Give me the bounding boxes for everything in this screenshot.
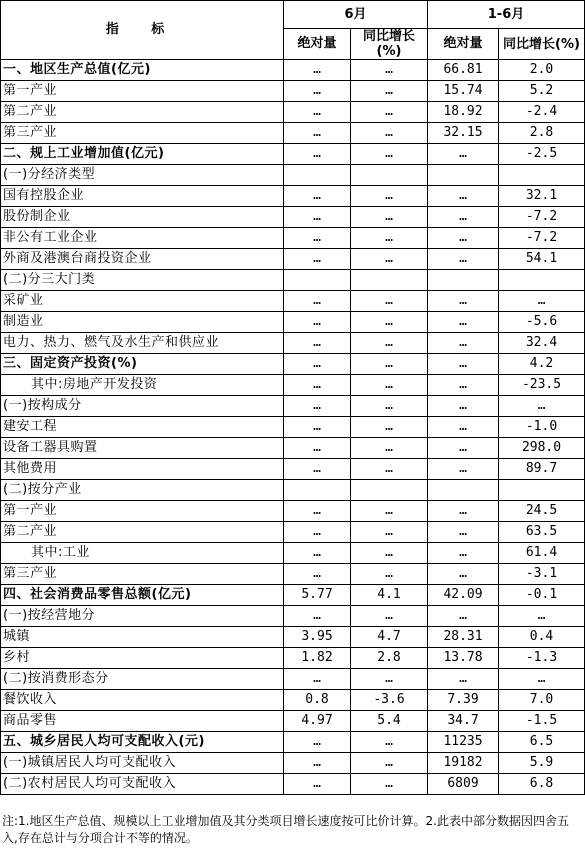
- june-abs-cell: 0.8: [284, 690, 351, 711]
- row-label: 其中:工业: [1, 543, 284, 564]
- row-label: 股份制企业: [1, 207, 284, 228]
- row-label: 外商及港澳台商投资企业: [1, 249, 284, 270]
- footnote: 注:1.地区生产总值、规模以上工业增加值及其分类项目增长速度按可比价计算。2.此表中部分数据因四舍五入,存在总计与分项合计不等的情况。: [2, 814, 569, 845]
- table-row: [1, 753, 585, 774]
- june-yoy-cell: 4.1: [351, 585, 428, 606]
- table-row: [1, 438, 585, 459]
- jan-jun-abs-cell: …: [428, 459, 499, 480]
- june-abs-cell: …: [284, 543, 351, 564]
- june-yoy-cell: …: [351, 543, 428, 564]
- table-row: [1, 648, 585, 669]
- jan-jun-abs-cell: …: [428, 396, 499, 417]
- jan-jun-yoy-cell: 0.4: [499, 627, 585, 648]
- june-yoy-cell: …: [351, 375, 428, 396]
- june-yoy-cell: …: [351, 102, 428, 123]
- row-label: 第二产业: [1, 522, 284, 543]
- june-yoy-cell: 2.8: [351, 648, 428, 669]
- june-abs-cell: …: [284, 144, 351, 165]
- table-row: [1, 291, 585, 312]
- june-yoy-cell: …: [351, 501, 428, 522]
- row-label: 建安工程: [1, 417, 284, 438]
- row-label: 非公有工业企业: [1, 228, 284, 249]
- row-label: (一)按构成分: [1, 396, 284, 417]
- jan-jun-abs-cell: …: [428, 606, 499, 627]
- table-row: [1, 123, 585, 144]
- row-label: 二、规上工业增加值(亿元): [1, 144, 284, 165]
- table-row: [1, 732, 585, 753]
- june-abs-cell: …: [284, 312, 351, 333]
- table-row: [1, 60, 585, 81]
- jan-jun-abs-cell: 7.39: [428, 690, 499, 711]
- june-abs-cell: …: [284, 564, 351, 585]
- table-row: [1, 186, 585, 207]
- row-label: 采矿业: [1, 291, 284, 312]
- june-abs-cell: …: [284, 501, 351, 522]
- table-row: [1, 333, 585, 354]
- june-yoy-cell: …: [351, 522, 428, 543]
- jan-jun-abs-cell: …: [428, 144, 499, 165]
- row-label: 三、固定资产投资(%): [1, 354, 284, 375]
- table-row: [1, 585, 585, 606]
- table-body: [1, 60, 585, 795]
- jan-jun-abs-cell: 34.7: [428, 711, 499, 732]
- june-abs-cell: …: [284, 732, 351, 753]
- june-abs-cell: …: [284, 417, 351, 438]
- table-row: [1, 543, 585, 564]
- jan-jun-abs-cell: …: [428, 417, 499, 438]
- jan-jun-abs-cell: 28.31: [428, 627, 499, 648]
- jan-jun-abs-cell: …: [428, 669, 499, 690]
- jan-jun-yoy-cell: 5.2: [499, 81, 585, 102]
- june-abs-cell: 3.95: [284, 627, 351, 648]
- row-label: 城镇: [1, 627, 284, 648]
- jan-jun-abs-cell: …: [428, 354, 499, 375]
- row-label: 其他费用: [1, 459, 284, 480]
- june-yoy-cell: …: [351, 774, 428, 795]
- jan-jun-yoy-cell: [499, 480, 585, 501]
- june-yoy-cell: …: [351, 312, 428, 333]
- table-row: [1, 165, 585, 186]
- jan-jun-abs-cell: …: [428, 438, 499, 459]
- row-label: 第三产业: [1, 564, 284, 585]
- june-abs-cell: [284, 480, 351, 501]
- june-abs-cell: …: [284, 606, 351, 627]
- jan-jun-yoy-cell: 5.9: [499, 753, 585, 774]
- jan-jun-yoy-cell: -7.2: [499, 228, 585, 249]
- jan-jun-abs-cell: …: [428, 249, 499, 270]
- june-abs-cell: …: [284, 60, 351, 81]
- jan-jun-yoy-cell: -2.5: [499, 144, 585, 165]
- jan-jun-yoy-cell: …: [499, 396, 585, 417]
- jan-jun-yoy-cell: 54.1: [499, 249, 585, 270]
- june-abs-cell: …: [284, 522, 351, 543]
- jan-jun-yoy-cell: …: [499, 669, 585, 690]
- table-row: [1, 690, 585, 711]
- table-row: [1, 249, 585, 270]
- table-row: [1, 627, 585, 648]
- jan-jun-abs-cell: 11235: [428, 732, 499, 753]
- june-yoy-cell: …: [351, 186, 428, 207]
- jan-jun-abs-cell: [428, 165, 499, 186]
- row-label: 第一产业: [1, 501, 284, 522]
- row-label: 餐饮收入: [1, 690, 284, 711]
- jan-jun-yoy-cell: -0.1: [499, 585, 585, 606]
- june-abs-cell: …: [284, 249, 351, 270]
- jan-jun-abs-cell: …: [428, 522, 499, 543]
- jan-jun-abs-cell: …: [428, 207, 499, 228]
- june-yoy-header: 同比增长(%): [351, 29, 428, 60]
- jan-jun-yoy-cell: 24.5: [499, 501, 585, 522]
- row-label: 乡村: [1, 648, 284, 669]
- june-yoy-cell: …: [351, 228, 428, 249]
- june-abs-cell: …: [284, 81, 351, 102]
- june-yoy-cell: …: [351, 669, 428, 690]
- jan-jun-yoy-cell: 63.5: [499, 522, 585, 543]
- jan-jun-yoy-cell: 7.0: [499, 690, 585, 711]
- jan-jun-yoy-cell: -5.6: [499, 312, 585, 333]
- jan-jun-yoy-header: 同比增长(%): [499, 29, 585, 60]
- row-label: (二)按消费形态分: [1, 669, 284, 690]
- table-row: [1, 480, 585, 501]
- june-yoy-cell: …: [351, 564, 428, 585]
- jan-jun-yoy-cell: -1.3: [499, 648, 585, 669]
- jan-jun-yoy-cell: 32.1: [499, 186, 585, 207]
- june-abs-cell: …: [284, 186, 351, 207]
- jan-jun-abs-cell: 18.92: [428, 102, 499, 123]
- june-yoy-cell: …: [351, 123, 428, 144]
- jan-jun-abs-cell: 42.09: [428, 585, 499, 606]
- table-row: [1, 564, 585, 585]
- jan-jun-abs-cell: …: [428, 375, 499, 396]
- june-abs-cell: …: [284, 291, 351, 312]
- row-label: (一)按经营地分: [1, 606, 284, 627]
- june-yoy-cell: …: [351, 333, 428, 354]
- june-abs-cell: 1.82: [284, 648, 351, 669]
- row-label: 四、社会消费品零售总额(亿元): [1, 585, 284, 606]
- table-row: [1, 312, 585, 333]
- row-label: 国有控股企业: [1, 186, 284, 207]
- jan-jun-yoy-cell: -3.1: [499, 564, 585, 585]
- jan-jun-abs-cell: …: [428, 543, 499, 564]
- june-yoy-cell: …: [351, 249, 428, 270]
- table-row: [1, 522, 585, 543]
- june-abs-cell: …: [284, 354, 351, 375]
- jan-jun-abs-cell: …: [428, 291, 499, 312]
- june-abs-cell: 4.97: [284, 711, 351, 732]
- june-yoy-cell: …: [351, 354, 428, 375]
- jan-jun-header: 1-6月: [428, 1, 585, 29]
- jan-jun-yoy-cell: 2.8: [499, 123, 585, 144]
- jan-jun-yoy-cell: 2.0: [499, 60, 585, 81]
- jan-jun-yoy-cell: …: [499, 291, 585, 312]
- june-abs-cell: …: [284, 396, 351, 417]
- june-abs-cell: …: [284, 207, 351, 228]
- table-row: [1, 375, 585, 396]
- table-row: [1, 81, 585, 102]
- june-abs-cell: …: [284, 438, 351, 459]
- jan-jun-yoy-cell: -1.5: [499, 711, 585, 732]
- june-abs-cell: …: [284, 669, 351, 690]
- jan-jun-yoy-cell: [499, 165, 585, 186]
- jan-jun-abs-cell: 19182: [428, 753, 499, 774]
- june-yoy-cell: …: [351, 207, 428, 228]
- june-abs-cell: …: [284, 774, 351, 795]
- june-yoy-cell: …: [351, 732, 428, 753]
- jan-jun-yoy-cell: [499, 270, 585, 291]
- jan-jun-yoy-cell: …: [499, 606, 585, 627]
- jan-jun-yoy-cell: -23.5: [499, 375, 585, 396]
- table-row: [1, 501, 585, 522]
- table-row: [1, 606, 585, 627]
- jan-jun-abs-cell: [428, 480, 499, 501]
- row-label: (二)按分产业: [1, 480, 284, 501]
- jan-jun-abs-cell: 32.15: [428, 123, 499, 144]
- table-row: [1, 144, 585, 165]
- table-row: [1, 417, 585, 438]
- june-abs-cell: [284, 165, 351, 186]
- jan-jun-abs-cell: …: [428, 501, 499, 522]
- jan-jun-yoy-cell: 89.7: [499, 459, 585, 480]
- row-label: 第一产业: [1, 81, 284, 102]
- table-row: [1, 396, 585, 417]
- jan-jun-abs-cell: …: [428, 186, 499, 207]
- june-abs-cell: …: [284, 459, 351, 480]
- jan-jun-abs-cell: …: [428, 564, 499, 585]
- row-label: (一)分经济类型: [1, 165, 284, 186]
- jan-jun-yoy-cell: -2.4: [499, 102, 585, 123]
- jan-jun-yoy-cell: 32.4: [499, 333, 585, 354]
- table-row: [1, 102, 585, 123]
- jan-jun-abs-cell: …: [428, 312, 499, 333]
- jan-jun-yoy-cell: 61.4: [499, 543, 585, 564]
- jan-jun-yoy-cell: -7.2: [499, 207, 585, 228]
- jan-jun-abs-cell: …: [428, 228, 499, 249]
- june-yoy-cell: [351, 165, 428, 186]
- june-yoy-cell: …: [351, 606, 428, 627]
- row-label: (一)城镇居民人均可支配收入: [1, 753, 284, 774]
- june-abs-cell: [284, 270, 351, 291]
- jan-jun-abs-header: 绝对量: [428, 29, 499, 60]
- june-header: 6月: [284, 1, 428, 29]
- row-label: 其中:房地产开发投资: [1, 375, 284, 396]
- june-yoy-cell: …: [351, 291, 428, 312]
- june-abs-cell: …: [284, 102, 351, 123]
- jan-jun-abs-cell: 15.74: [428, 81, 499, 102]
- june-yoy-cell: 5.4: [351, 711, 428, 732]
- table-row: [1, 207, 585, 228]
- june-abs-header: 绝对量: [284, 29, 351, 60]
- june-yoy-cell: …: [351, 81, 428, 102]
- june-yoy-cell: -3.6: [351, 690, 428, 711]
- june-abs-cell: …: [284, 333, 351, 354]
- june-yoy-cell: 4.7: [351, 627, 428, 648]
- row-label: (二)农村居民人均可支配收入: [1, 774, 284, 795]
- jan-jun-yoy-cell: 4.2: [499, 354, 585, 375]
- table-row: [1, 270, 585, 291]
- jan-jun-abs-cell: 6809: [428, 774, 499, 795]
- june-yoy-cell: …: [351, 753, 428, 774]
- jan-jun-yoy-cell: 6.5: [499, 732, 585, 753]
- row-label: 第二产业: [1, 102, 284, 123]
- jan-jun-abs-cell: 13.78: [428, 648, 499, 669]
- table-row: [1, 459, 585, 480]
- jan-jun-yoy-cell: 298.0: [499, 438, 585, 459]
- june-yoy-cell: …: [351, 438, 428, 459]
- row-label: 第三产业: [1, 123, 284, 144]
- jan-jun-abs-cell: [428, 270, 499, 291]
- table-row: [1, 711, 585, 732]
- table-row: [1, 774, 585, 795]
- june-abs-cell: 5.77: [284, 585, 351, 606]
- june-yoy-cell: [351, 480, 428, 501]
- jan-jun-yoy-cell: -1.0: [499, 417, 585, 438]
- jan-jun-abs-cell: 66.81: [428, 60, 499, 81]
- june-yoy-cell: …: [351, 144, 428, 165]
- june-abs-cell: …: [284, 123, 351, 144]
- june-abs-cell: …: [284, 375, 351, 396]
- row-label: 设备工器具购置: [1, 438, 284, 459]
- row-label: 五、城乡居民人均可支配收入(元): [1, 732, 284, 753]
- june-yoy-cell: …: [351, 417, 428, 438]
- row-label: 电力、热力、燃气及水生产和供应业: [1, 333, 284, 354]
- indicator-header: 指 标: [1, 1, 284, 60]
- june-yoy-cell: …: [351, 396, 428, 417]
- row-label: 一、地区生产总值(亿元): [1, 60, 284, 81]
- table-row: [1, 354, 585, 375]
- table-row: [1, 669, 585, 690]
- jan-jun-yoy-cell: 6.8: [499, 774, 585, 795]
- row-label: 商品零售: [1, 711, 284, 732]
- jan-jun-abs-cell: …: [428, 333, 499, 354]
- row-label: 制造业: [1, 312, 284, 333]
- june-yoy-cell: [351, 270, 428, 291]
- june-abs-cell: …: [284, 228, 351, 249]
- table-row: [1, 228, 585, 249]
- june-yoy-cell: …: [351, 459, 428, 480]
- june-yoy-cell: …: [351, 60, 428, 81]
- june-abs-cell: …: [284, 753, 351, 774]
- row-label: (二)分三大门类: [1, 270, 284, 291]
